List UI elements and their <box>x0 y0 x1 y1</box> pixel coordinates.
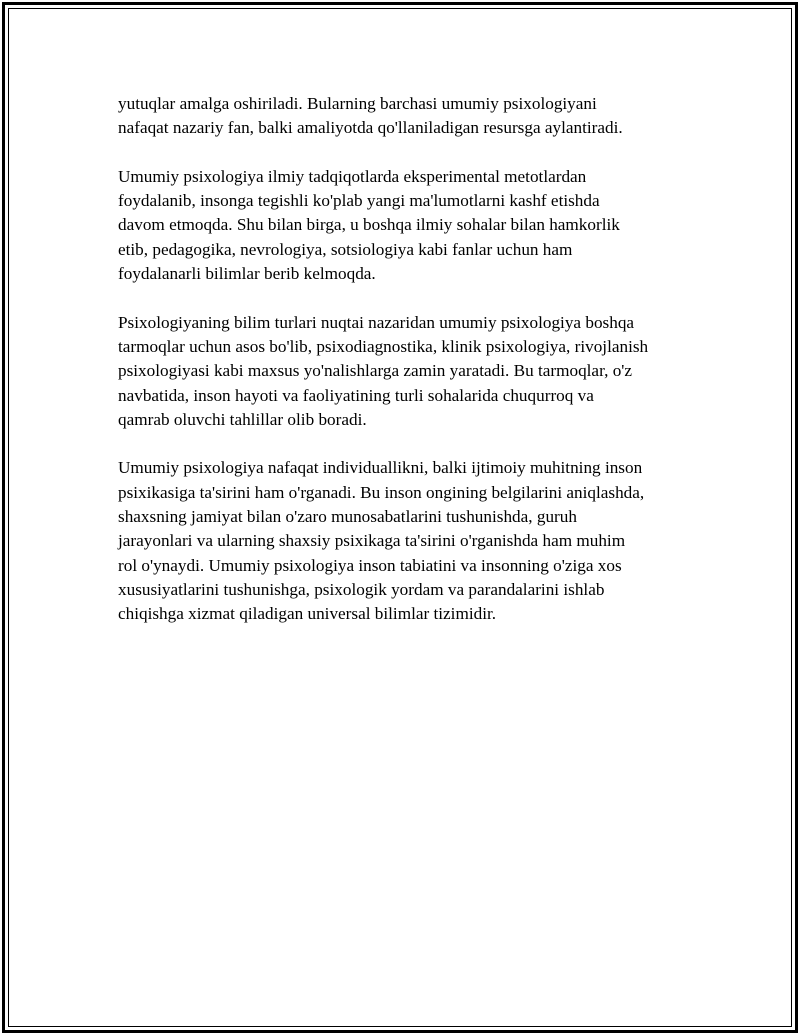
text-line: Psixologiyaning bilim turlari nuqtai nazaridan umumiy psixologiya boshqa <box>118 312 635 332</box>
text-line: psixikasiga ta'sirini ham o'rganadi. Bu inson ongining belgilarini aniqlashda, <box>118 482 645 502</box>
text-line: navbatida, inson hayoti va faoliyatining turli sohalarida chuqurroq va <box>118 385 594 405</box>
text-line: Umumiy psixologiya nafaqat individuallikni, balki ijtimoiy muhitning inson <box>118 458 643 478</box>
text-line: davom etmoqda. Shu bilan birga, u boshqa ilmiy sohalar bilan hamkorlik <box>118 215 620 235</box>
paragraph <box>118 311 698 432</box>
paragraph <box>118 456 698 626</box>
text-line: qamrab oluvchi tahlillar olib boradi. <box>118 409 367 429</box>
text-line: jarayonlari va ularning shaxsiy psixikaga ta'sirini o'rganishda ham muhim <box>118 531 626 551</box>
text-line: yutuqlar amalga oshiriladi. Bularning barchasi umumiy psixologiyani <box>118 94 597 113</box>
text-line: foydalanib, insonga tegishli ko'plab yangi ma'lumotlarni kashf etishda <box>118 191 600 211</box>
text-line: xususiyatlarini tushunishga, psixologik yordam va parandalarini ishlab <box>118 579 605 599</box>
text-line: etib, pedagogika, nevrologiya, sotsiologiya kabi fanlar uchun ham <box>118 239 573 259</box>
text-line: tarmoqlar uchun asos bo'lib, psixodiagnostika, klinik psixologiya, rivojlanish <box>118 336 649 356</box>
text-line: foydalanarli bilimlar berib kelmoqda. <box>118 264 376 284</box>
text-line: Umumiy psixologiya ilmiy tadqiqotlarda eksperimental metotlardan <box>118 166 587 186</box>
text-line: rol o'ynaydi. Umumiy psixologiya inson tabiatini va insonning o'ziga xos <box>118 555 622 575</box>
paragraph <box>118 92 698 141</box>
text-line: shaxsning jamiyat bilan o'zaro munosabatlarini tushunishda, guruh <box>118 507 577 527</box>
text-line: psixologiyasi kabi maxsus yo'nalishlarga zamin yaratadi. Bu tarmoqlar, o'z <box>118 361 633 381</box>
text-line: chiqishga xizmat qiladigan universal bilimlar tizimidir. <box>118 604 497 624</box>
text-line: nafaqat nazariy fan, balki amaliyotda qo'llaniladigan resursga aylantiradi. <box>118 118 623 138</box>
paragraph <box>118 165 698 286</box>
document-body <box>118 92 698 651</box>
